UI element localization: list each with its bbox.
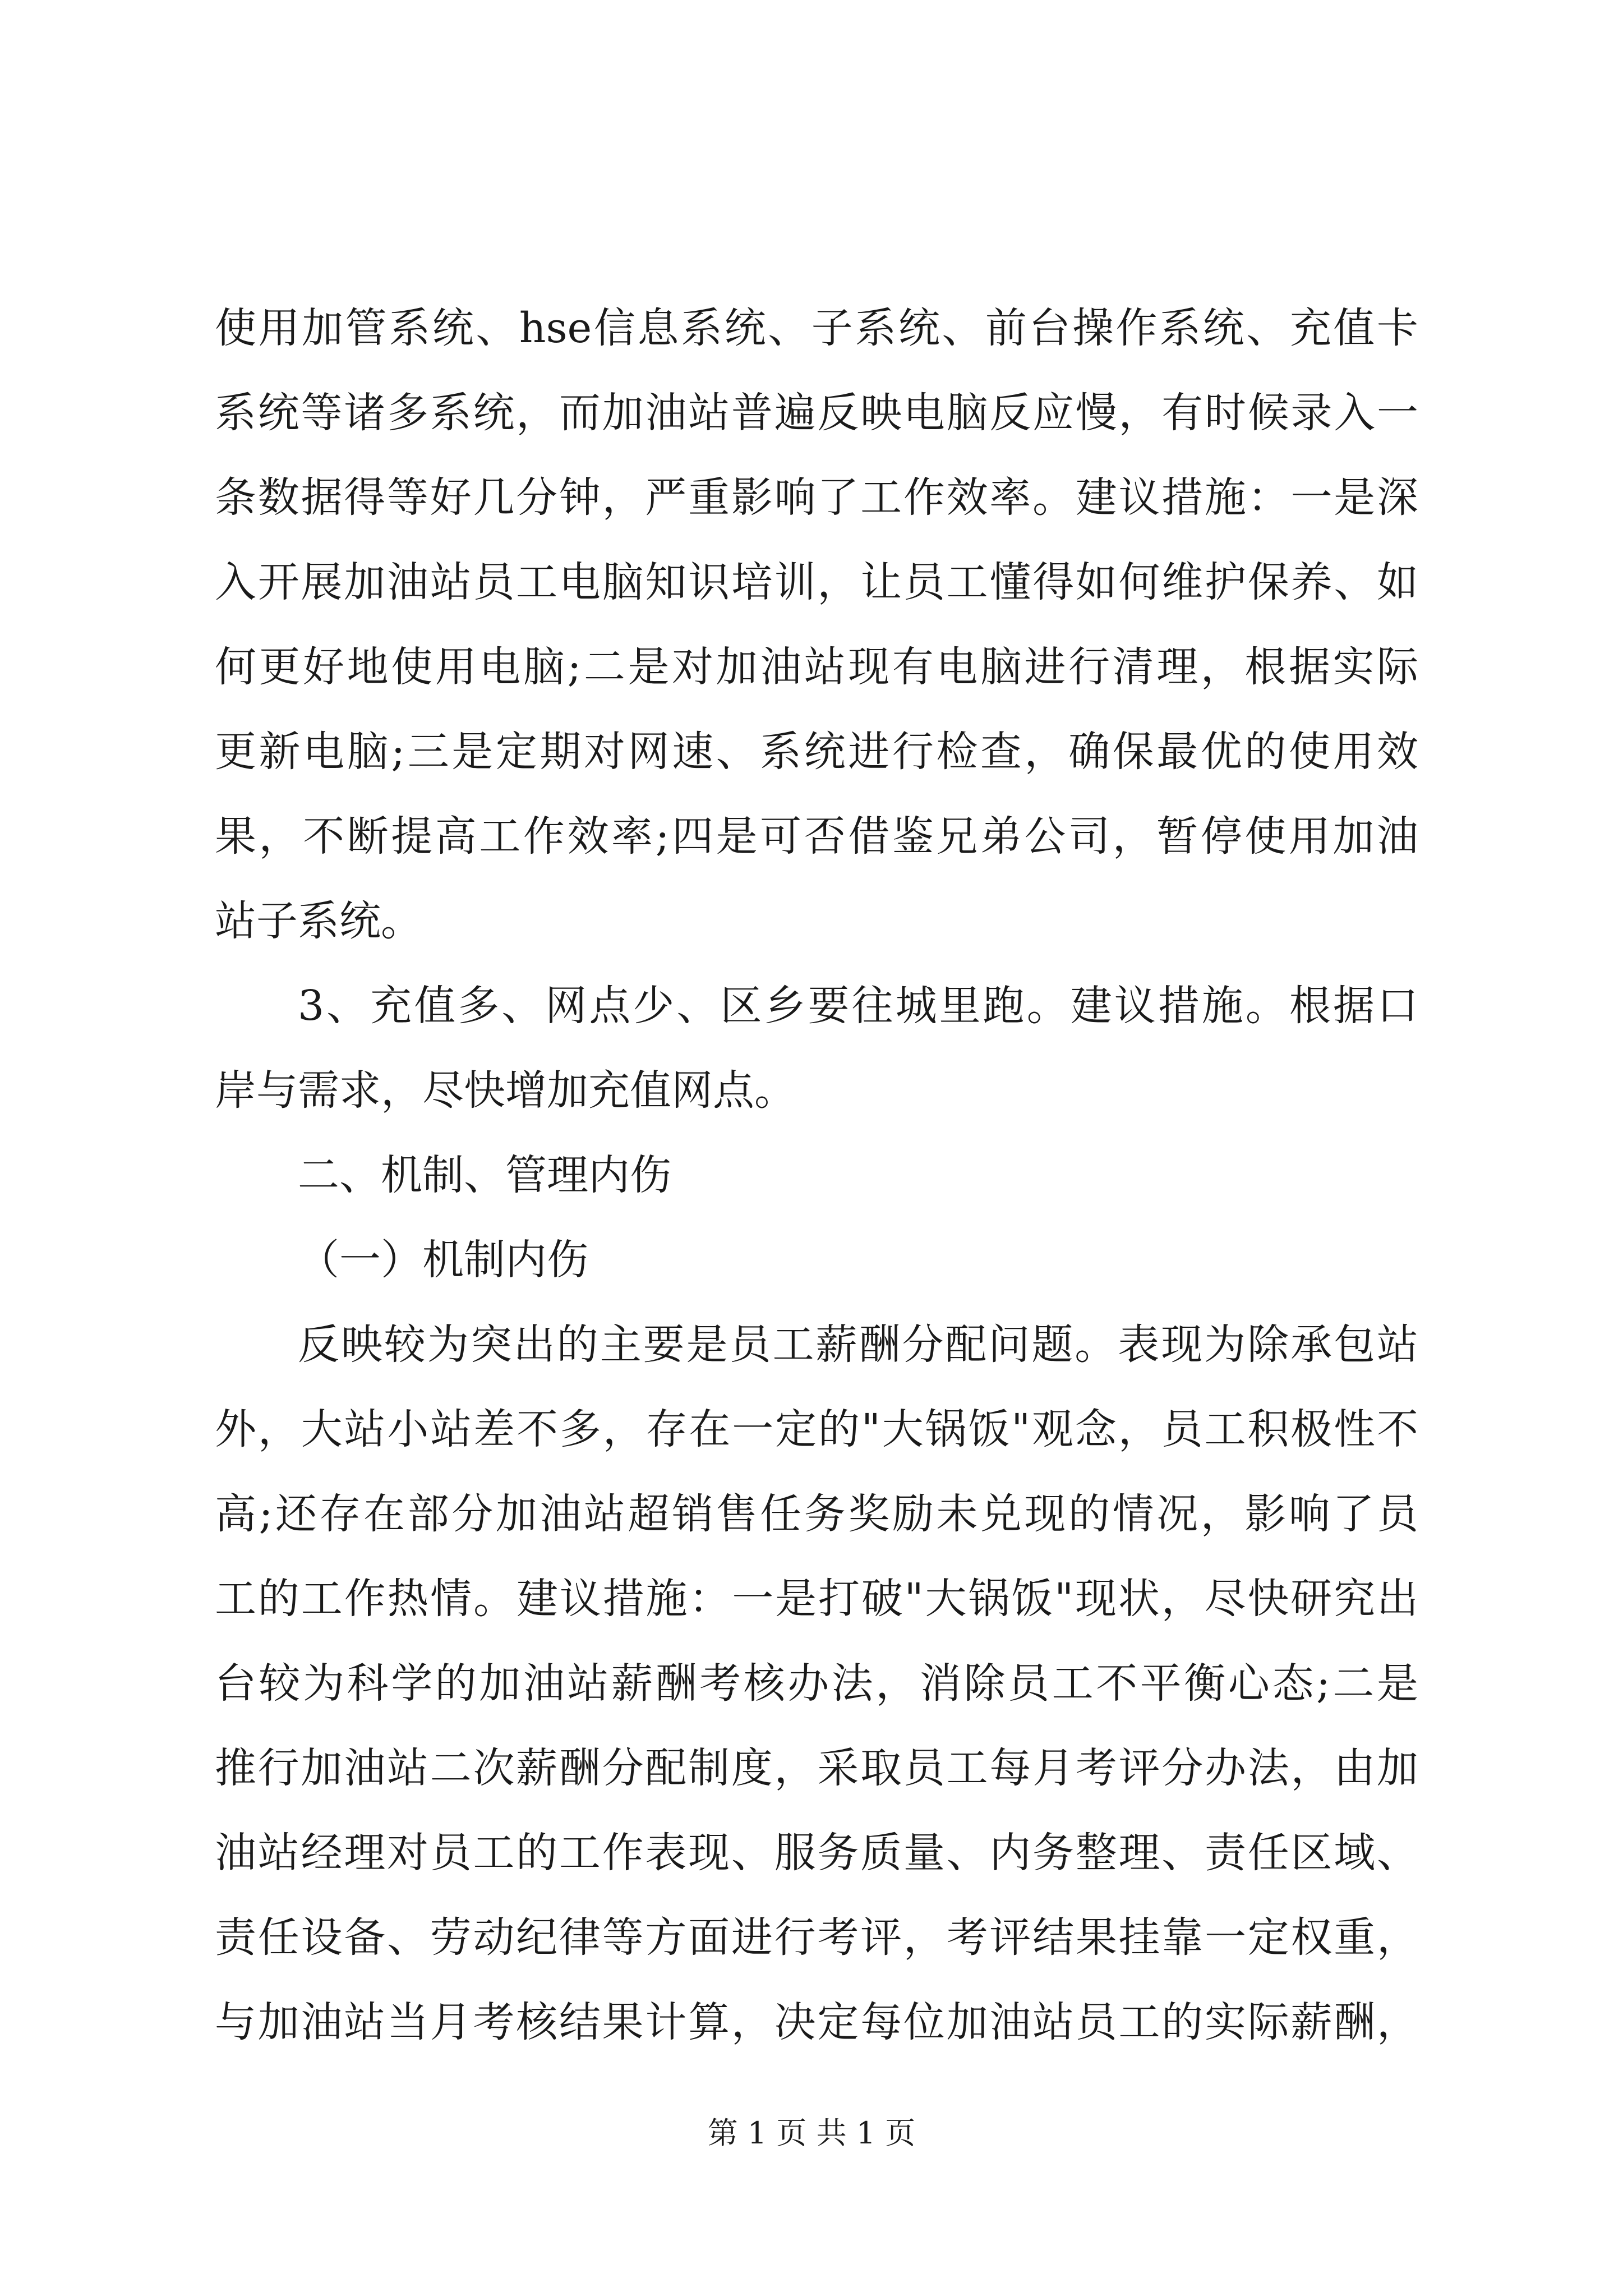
paragraph-first-line: 3、充值多、网点少、区乡要往城里跑。建议措施。根据口 xyxy=(298,982,1418,1030)
page-number-footer: 第 1 页 共 1 页 xyxy=(707,2115,916,2151)
text-line: 台较为科学的加油站薪酬考核办法，消除员工不平衡心态;二是 xyxy=(215,1659,1418,1708)
text-line: 岸与需求，尽快增加充值网点。 xyxy=(215,1066,796,1115)
text-line: 何更好地使用电脑;二是对加油站现有电脑进行清理，根据实际 xyxy=(215,643,1418,691)
section-heading: 二、机制、管理内伤 xyxy=(298,1151,671,1199)
subsection-heading: （一）机制内伤 xyxy=(298,1236,588,1284)
text-line: 外，大站小站差不多，存在一定的"大锅饭"观念，员工积极性不 xyxy=(215,1405,1418,1453)
text-line: 工的工作热情。建议措施：一是打破"大锅饭"现状，尽快研究出 xyxy=(215,1575,1418,1623)
text-line: 油站经理对员工的工作表现、服务质量、内务整理、责任区域、 xyxy=(215,1829,1418,1877)
text-line: 高;还存在部分加油站超销售任务奖励未兑现的情况，影响了员 xyxy=(215,1490,1418,1538)
text-line: 使用加管系统、hse信息系统、子系统、前台操作系统、充值卡 xyxy=(215,304,1418,352)
text-line: 推行加油站二次薪酬分配制度，采取员工每月考评分办法，由加 xyxy=(215,1744,1418,1792)
text-line: 责任设备、劳动纪律等方面进行考评，考评结果挂靠一定权重， xyxy=(215,1913,1418,1962)
text-line: 果，不断提高工作效率;四是可否借鉴兄弟公司，暂停使用加油 xyxy=(215,812,1418,861)
paragraph-first-line: 反映较为突出的主要是员工薪酬分配问题。表现为除承包站 xyxy=(298,1320,1418,1369)
text-line: 与加油站当月考核结果计算，决定每位加油站员工的实际薪酬， xyxy=(215,1998,1418,2046)
text-line: 站子系统。 xyxy=(215,897,422,945)
text-line: 条数据得等好几分钟，严重影响了工作效率。建议措施：一是深 xyxy=(215,473,1418,522)
text-line: 系统等诸多系统，而加油站普遍反映电脑反应慢，有时候录入一 xyxy=(215,389,1418,437)
text-line: 入开展加油站员工电脑知识培训，让员工懂得如何维护保养、如 xyxy=(215,558,1418,606)
text-line: 更新电脑;三是定期对网速、系统进行检查，确保最优的使用效 xyxy=(215,728,1418,776)
